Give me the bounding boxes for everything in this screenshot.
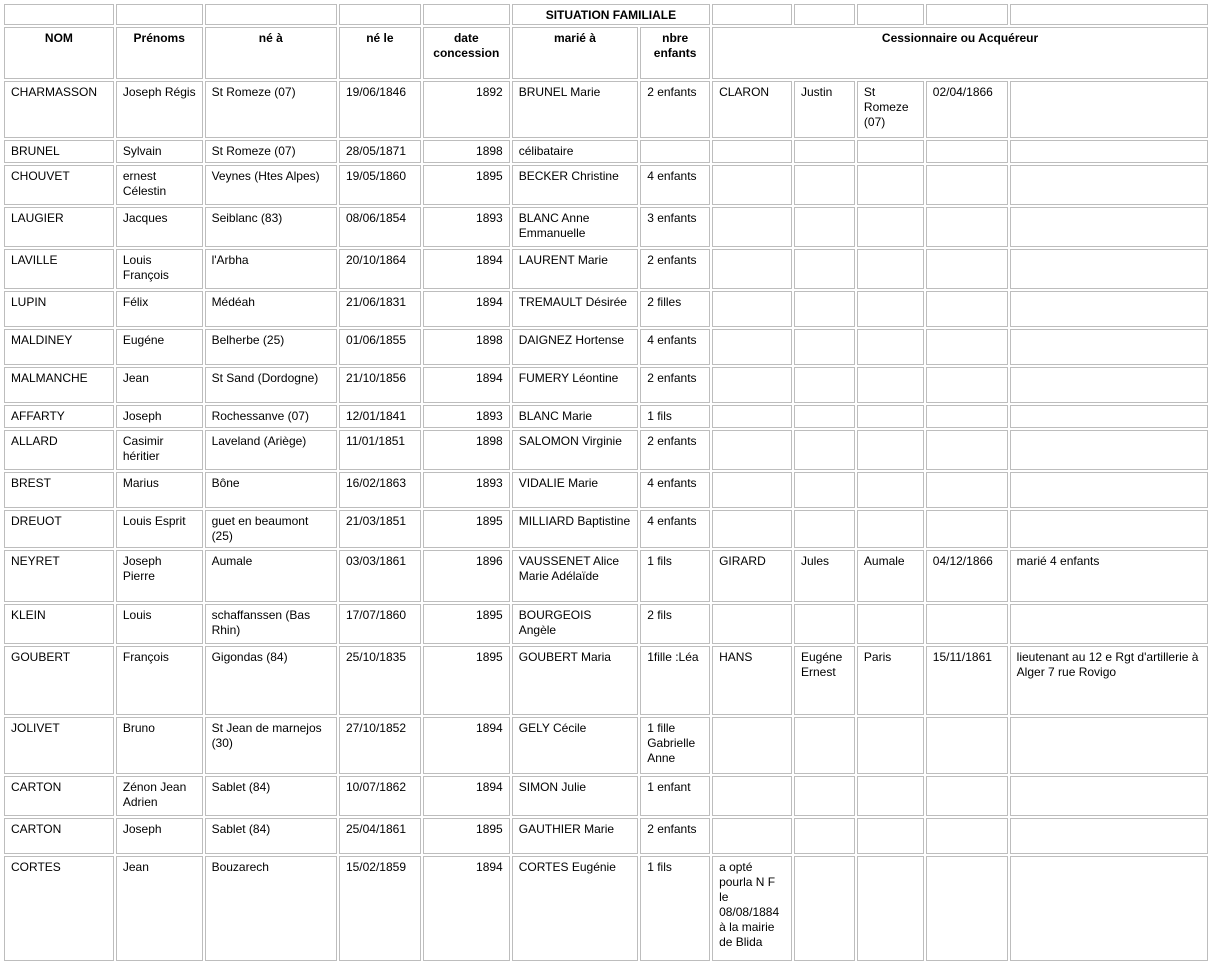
cell-nom: NEYRET [4,550,114,602]
situation-familiale-header: SITUATION FAMILIALE [512,4,710,25]
cell-nom: LAUGIER [4,207,114,247]
table-row [4,646,1208,715]
cell-cessionnaire-date [926,405,1008,428]
cell-nom: ALLARD [4,430,114,470]
cell-cessionnaire-notes [1010,367,1208,403]
cell-nbre-enfants: 4 enfants [640,165,710,205]
table-row [4,776,1208,816]
cell-marie-a: FUMERY Léontine [512,367,638,403]
cell-nbre-enfants: 4 enfants [640,510,710,548]
cell-cessionnaire-date [926,472,1008,508]
cell-nom: CARTON [4,818,114,854]
cell-cessionnaire-notes [1010,856,1208,961]
cell-ne-a: Gigondas (84) [205,646,337,715]
cell-cessionnaire-nom [712,249,792,289]
cell-nom: DREUOT [4,510,114,548]
cell-cessionnaire-nom [712,430,792,470]
cell-cessionnaire-nom [712,329,792,365]
cell-ne-le: 21/10/1856 [339,367,421,403]
cell-prenoms: Jacques [116,207,203,247]
empty-cell [926,4,1008,25]
cell-marie-a: SIMON Julie [512,776,638,816]
cell-nbre-enfants: 1 fils [640,550,710,602]
cell-date-concession: 1894 [423,717,510,774]
cell-cessionnaire-lieu [857,367,924,403]
table-row [4,405,1208,428]
cell-cessionnaire-lieu [857,717,924,774]
cell-nbre-enfants [640,140,710,163]
table-row [4,165,1208,205]
cell-nbre-enfants: 4 enfants [640,329,710,365]
cell-date-concession: 1893 [423,207,510,247]
cell-date-concession: 1894 [423,367,510,403]
cell-ne-le: 25/04/1861 [339,818,421,854]
empty-cell [712,4,792,25]
empty-cell [857,4,924,25]
table-row [4,550,1208,602]
cell-cessionnaire-prenom [794,430,855,470]
cell-ne-le: 16/02/1863 [339,472,421,508]
cell-cessionnaire-prenom [794,291,855,327]
cell-nbre-enfants: 1 fils [640,856,710,961]
cell-date-concession: 1894 [423,856,510,961]
cell-prenoms: Louis François [116,249,203,289]
cell-cessionnaire-lieu [857,818,924,854]
cell-cessionnaire-nom [712,604,792,644]
cell-date-concession: 1895 [423,165,510,205]
cell-date-concession: 1894 [423,249,510,289]
cell-cessionnaire-prenom [794,249,855,289]
cell-ne-a: St Romeze (07) [205,140,337,163]
cell-prenoms: François [116,646,203,715]
cell-cessionnaire-lieu: Aumale [857,550,924,602]
cell-cessionnaire-notes [1010,329,1208,365]
cell-cessionnaire-lieu [857,207,924,247]
cell-cessionnaire-notes [1010,81,1208,138]
cell-prenoms: Joseph Pierre [116,550,203,602]
cell-cessionnaire-date [926,249,1008,289]
cell-cessionnaire-date [926,367,1008,403]
cell-nom: CORTES [4,856,114,961]
cell-nom: CHOUVET [4,165,114,205]
empty-cell [1010,4,1208,25]
cell-cessionnaire-lieu: St Romeze (07) [857,81,924,138]
cell-cessionnaire-nom [712,405,792,428]
cell-cessionnaire-nom: HANS [712,646,792,715]
cell-cessionnaire-nom [712,367,792,403]
cell-ne-a: guet en beaumont (25) [205,510,337,548]
header-nbre-enfants: nbre enfants [640,27,710,79]
cell-cessionnaire-prenom [794,717,855,774]
cell-ne-le: 17/07/1860 [339,604,421,644]
cell-marie-a: BLANC Marie [512,405,638,428]
header-ne-le: né le [339,27,421,79]
cell-cessionnaire-nom: GIRARD [712,550,792,602]
cell-marie-a: TREMAULT Désirée [512,291,638,327]
table-row [4,207,1208,247]
cell-cessionnaire-notes [1010,430,1208,470]
cell-ne-le: 20/10/1864 [339,249,421,289]
cell-prenoms: ernest Célestin [116,165,203,205]
cell-cessionnaire-date [926,604,1008,644]
cell-cessionnaire-lieu [857,405,924,428]
cell-marie-a: MILLIARD Baptistine [512,510,638,548]
cell-date-concession: 1894 [423,776,510,816]
cell-cessionnaire-lieu [857,776,924,816]
cell-ne-a: l'Arbha [205,249,337,289]
cell-cessionnaire-lieu [857,472,924,508]
cell-ne-a: Sablet (84) [205,776,337,816]
table-row [4,329,1208,365]
cell-cessionnaire-lieu [857,165,924,205]
cell-cessionnaire-prenom [794,856,855,961]
cell-cessionnaire-notes [1010,291,1208,327]
empty-cell [794,4,855,25]
cell-prenoms: Joseph [116,818,203,854]
cell-cessionnaire-prenom [794,367,855,403]
cell-marie-a: BLANC Anne Emmanuelle [512,207,638,247]
cell-prenoms: Casimir héritier [116,430,203,470]
header-ne-a: né à [205,27,337,79]
cell-marie-a: LAURENT Marie [512,249,638,289]
cell-ne-a: Bône [205,472,337,508]
cell-date-concession: 1898 [423,329,510,365]
column-header-row [4,27,1208,79]
cell-prenoms: Louis Esprit [116,510,203,548]
cell-ne-a: Bouzarech [205,856,337,961]
cell-cessionnaire-notes [1010,776,1208,816]
cell-prenoms: Marius [116,472,203,508]
cell-cessionnaire-nom [712,291,792,327]
cell-ne-a: St Sand (Dordogne) [205,367,337,403]
cell-cessionnaire-date: 15/11/1861 [926,646,1008,715]
cell-date-concession: 1895 [423,818,510,854]
cell-cessionnaire-prenom [794,405,855,428]
cell-nbre-enfants: 1 fils [640,405,710,428]
cell-cessionnaire-lieu [857,604,924,644]
cell-marie-a: GOUBERT Maria [512,646,638,715]
cell-ne-le: 19/06/1846 [339,81,421,138]
cell-cessionnaire-nom [712,472,792,508]
cell-nom: MALMANCHE [4,367,114,403]
cell-cessionnaire-nom [712,776,792,816]
concession-table [2,2,1210,963]
cell-nbre-enfants: 2 enfants [640,367,710,403]
cell-prenoms: Sylvain [116,140,203,163]
cell-cessionnaire-nom [712,510,792,548]
header-marie-a: marié à [512,27,638,79]
cell-ne-a: Sablet (84) [205,818,337,854]
table-row [4,717,1208,774]
cell-prenoms: Louis [116,604,203,644]
cell-nom: LUPIN [4,291,114,327]
cell-cessionnaire-notes [1010,510,1208,548]
cell-nom: KLEIN [4,604,114,644]
cell-cessionnaire-nom [712,140,792,163]
cell-ne-a: Veynes (Htes Alpes) [205,165,337,205]
cell-cessionnaire-notes [1010,405,1208,428]
cell-cessionnaire-nom: a opté pourla N F le 08/08/1884 à la mairie de Blida [712,856,792,961]
cell-marie-a: BRUNEL Marie [512,81,638,138]
cell-date-concession: 1898 [423,140,510,163]
cell-nbre-enfants: 2 enfants [640,818,710,854]
cell-nbre-enfants: 2 enfants [640,430,710,470]
cell-cessionnaire-lieu [857,291,924,327]
cell-cessionnaire-prenom: Eugéne Ernest [794,646,855,715]
cell-date-concession: 1895 [423,510,510,548]
cell-prenoms: Jean [116,856,203,961]
cell-nom: GOUBERT [4,646,114,715]
cell-cessionnaire-date [926,430,1008,470]
table-row [4,140,1208,163]
cell-cessionnaire-lieu [857,249,924,289]
cell-nom: AFFARTY [4,405,114,428]
cell-cessionnaire-lieu [857,329,924,365]
cell-prenoms: Eugéne [116,329,203,365]
cell-cessionnaire-date [926,818,1008,854]
cell-cessionnaire-notes: marié 4 enfants [1010,550,1208,602]
cell-nbre-enfants: 1 enfant [640,776,710,816]
cell-date-concession: 1895 [423,604,510,644]
cell-cessionnaire-notes [1010,604,1208,644]
cell-prenoms: Bruno [116,717,203,774]
table-row [4,249,1208,289]
cell-cessionnaire-prenom [794,510,855,548]
cell-cessionnaire-notes: lieutenant au 12 e Rgt d'artillerie à Alger 7 rue Rovigo [1010,646,1208,715]
cell-cessionnaire-prenom [794,329,855,365]
cell-cessionnaire-notes [1010,165,1208,205]
cell-cessionnaire-prenom: Jules [794,550,855,602]
cell-cessionnaire-date: 02/04/1866 [926,81,1008,138]
cell-marie-a: BECKER Christine [512,165,638,205]
cell-nbre-enfants: 1fille :Léa [640,646,710,715]
table-row [4,604,1208,644]
cell-marie-a: GAUTHIER Marie [512,818,638,854]
cell-marie-a: DAIGNEZ Hortense [512,329,638,365]
cell-ne-a: Rochessanve (07) [205,405,337,428]
cell-ne-le: 15/02/1859 [339,856,421,961]
cell-cessionnaire-date [926,510,1008,548]
cell-cessionnaire-date [926,207,1008,247]
cell-nbre-enfants: 2 enfants [640,81,710,138]
cell-nbre-enfants: 1 fille Gabrielle Anne [640,717,710,774]
cell-nom: BRUNEL [4,140,114,163]
cell-ne-a: St Romeze (07) [205,81,337,138]
cell-cessionnaire-prenom [794,818,855,854]
cell-ne-a: Aumale [205,550,337,602]
table-row [4,81,1208,138]
table-row [4,367,1208,403]
cell-nom: CARTON [4,776,114,816]
cell-ne-a: Laveland (Ariège) [205,430,337,470]
cell-marie-a: CORTES Eugénie [512,856,638,961]
cell-cessionnaire-notes [1010,818,1208,854]
cell-marie-a: VIDALIE Marie [512,472,638,508]
cell-date-concession: 1892 [423,81,510,138]
table-row [4,510,1208,548]
top-header-row [4,4,1208,25]
header-date-concession: date concession [423,27,510,79]
cell-marie-a: célibataire [512,140,638,163]
cell-cessionnaire-notes [1010,717,1208,774]
cell-cessionnaire-prenom [794,207,855,247]
empty-cell [205,4,337,25]
cell-prenoms: Félix [116,291,203,327]
cell-marie-a: BOURGEOIS Angèle [512,604,638,644]
cell-ne-le: 01/06/1855 [339,329,421,365]
cell-cessionnaire-date: 04/12/1866 [926,550,1008,602]
empty-cell [423,4,510,25]
cell-ne-le: 10/07/1862 [339,776,421,816]
cell-ne-le: 08/06/1854 [339,207,421,247]
cell-ne-le: 11/01/1851 [339,430,421,470]
cell-ne-le: 25/10/1835 [339,646,421,715]
cell-nom: LAVILLE [4,249,114,289]
cell-cessionnaire-notes [1010,140,1208,163]
cell-cessionnaire-lieu [857,430,924,470]
cell-date-concession: 1895 [423,646,510,715]
cell-cessionnaire-notes [1010,249,1208,289]
cell-cessionnaire-nom: CLARON [712,81,792,138]
cell-cessionnaire-prenom [794,165,855,205]
cell-prenoms: Joseph Régis [116,81,203,138]
cell-cessionnaire-nom [712,165,792,205]
table-row [4,430,1208,470]
cell-nom: CHARMASSON [4,81,114,138]
cell-nom: MALDINEY [4,329,114,365]
cell-cessionnaire-prenom [794,604,855,644]
cell-cessionnaire-lieu [857,510,924,548]
cell-date-concession: 1893 [423,405,510,428]
cell-ne-le: 21/06/1831 [339,291,421,327]
cell-ne-le: 28/05/1871 [339,140,421,163]
cell-cessionnaire-date [926,291,1008,327]
cell-ne-a: schaffanssen (Bas Rhin) [205,604,337,644]
cell-cessionnaire-date [926,776,1008,816]
cell-ne-a: Médéah [205,291,337,327]
cell-prenoms: Zénon Jean Adrien [116,776,203,816]
cell-cessionnaire-date [926,329,1008,365]
empty-cell [4,4,114,25]
cell-ne-le: 03/03/1861 [339,550,421,602]
cell-ne-le: 12/01/1841 [339,405,421,428]
header-cessionnaire: Cessionnaire ou Acquéreur [712,27,1208,79]
cell-nbre-enfants: 3 enfants [640,207,710,247]
cell-cessionnaire-nom [712,207,792,247]
cell-date-concession: 1894 [423,291,510,327]
cell-marie-a: GELY Cécile [512,717,638,774]
cell-ne-a: Seiblanc (83) [205,207,337,247]
cell-cessionnaire-date [926,140,1008,163]
cell-ne-le: 19/05/1860 [339,165,421,205]
cell-ne-a: St Jean de marnejos (30) [205,717,337,774]
cell-marie-a: VAUSSENET Alice Marie Adélaïde [512,550,638,602]
cell-cessionnaire-prenom: Justin [794,81,855,138]
cell-cessionnaire-lieu [857,140,924,163]
cell-nom: JOLIVET [4,717,114,774]
cell-cessionnaire-date [926,856,1008,961]
empty-cell [339,4,421,25]
cell-cessionnaire-date [926,165,1008,205]
cell-nom: BREST [4,472,114,508]
header-nom: NOM [4,27,114,79]
cell-ne-le: 27/10/1852 [339,717,421,774]
cell-cessionnaire-lieu [857,856,924,961]
header-prenoms: Prénoms [116,27,203,79]
cell-cessionnaire-nom [712,818,792,854]
cell-prenoms: Jean [116,367,203,403]
cell-cessionnaire-prenom [794,140,855,163]
cell-ne-a: Belherbe (25) [205,329,337,365]
table-row [4,472,1208,508]
cell-cessionnaire-lieu: Paris [857,646,924,715]
cell-nbre-enfants: 4 enfants [640,472,710,508]
cell-date-concession: 1898 [423,430,510,470]
table-row [4,856,1208,961]
cell-cessionnaire-date [926,717,1008,774]
cell-marie-a: SALOMON Virginie [512,430,638,470]
cell-ne-le: 21/03/1851 [339,510,421,548]
table-row [4,291,1208,327]
cell-cessionnaire-notes [1010,207,1208,247]
cell-cessionnaire-prenom [794,776,855,816]
cell-cessionnaire-nom [712,717,792,774]
cell-nbre-enfants: 2 filles [640,291,710,327]
cell-cessionnaire-notes [1010,472,1208,508]
cell-date-concession: 1896 [423,550,510,602]
cell-nbre-enfants: 2 enfants [640,249,710,289]
cell-nbre-enfants: 2 fils [640,604,710,644]
cell-date-concession: 1893 [423,472,510,508]
empty-cell [116,4,203,25]
cell-cessionnaire-prenom [794,472,855,508]
table-row [4,818,1208,854]
cell-prenoms: Joseph [116,405,203,428]
